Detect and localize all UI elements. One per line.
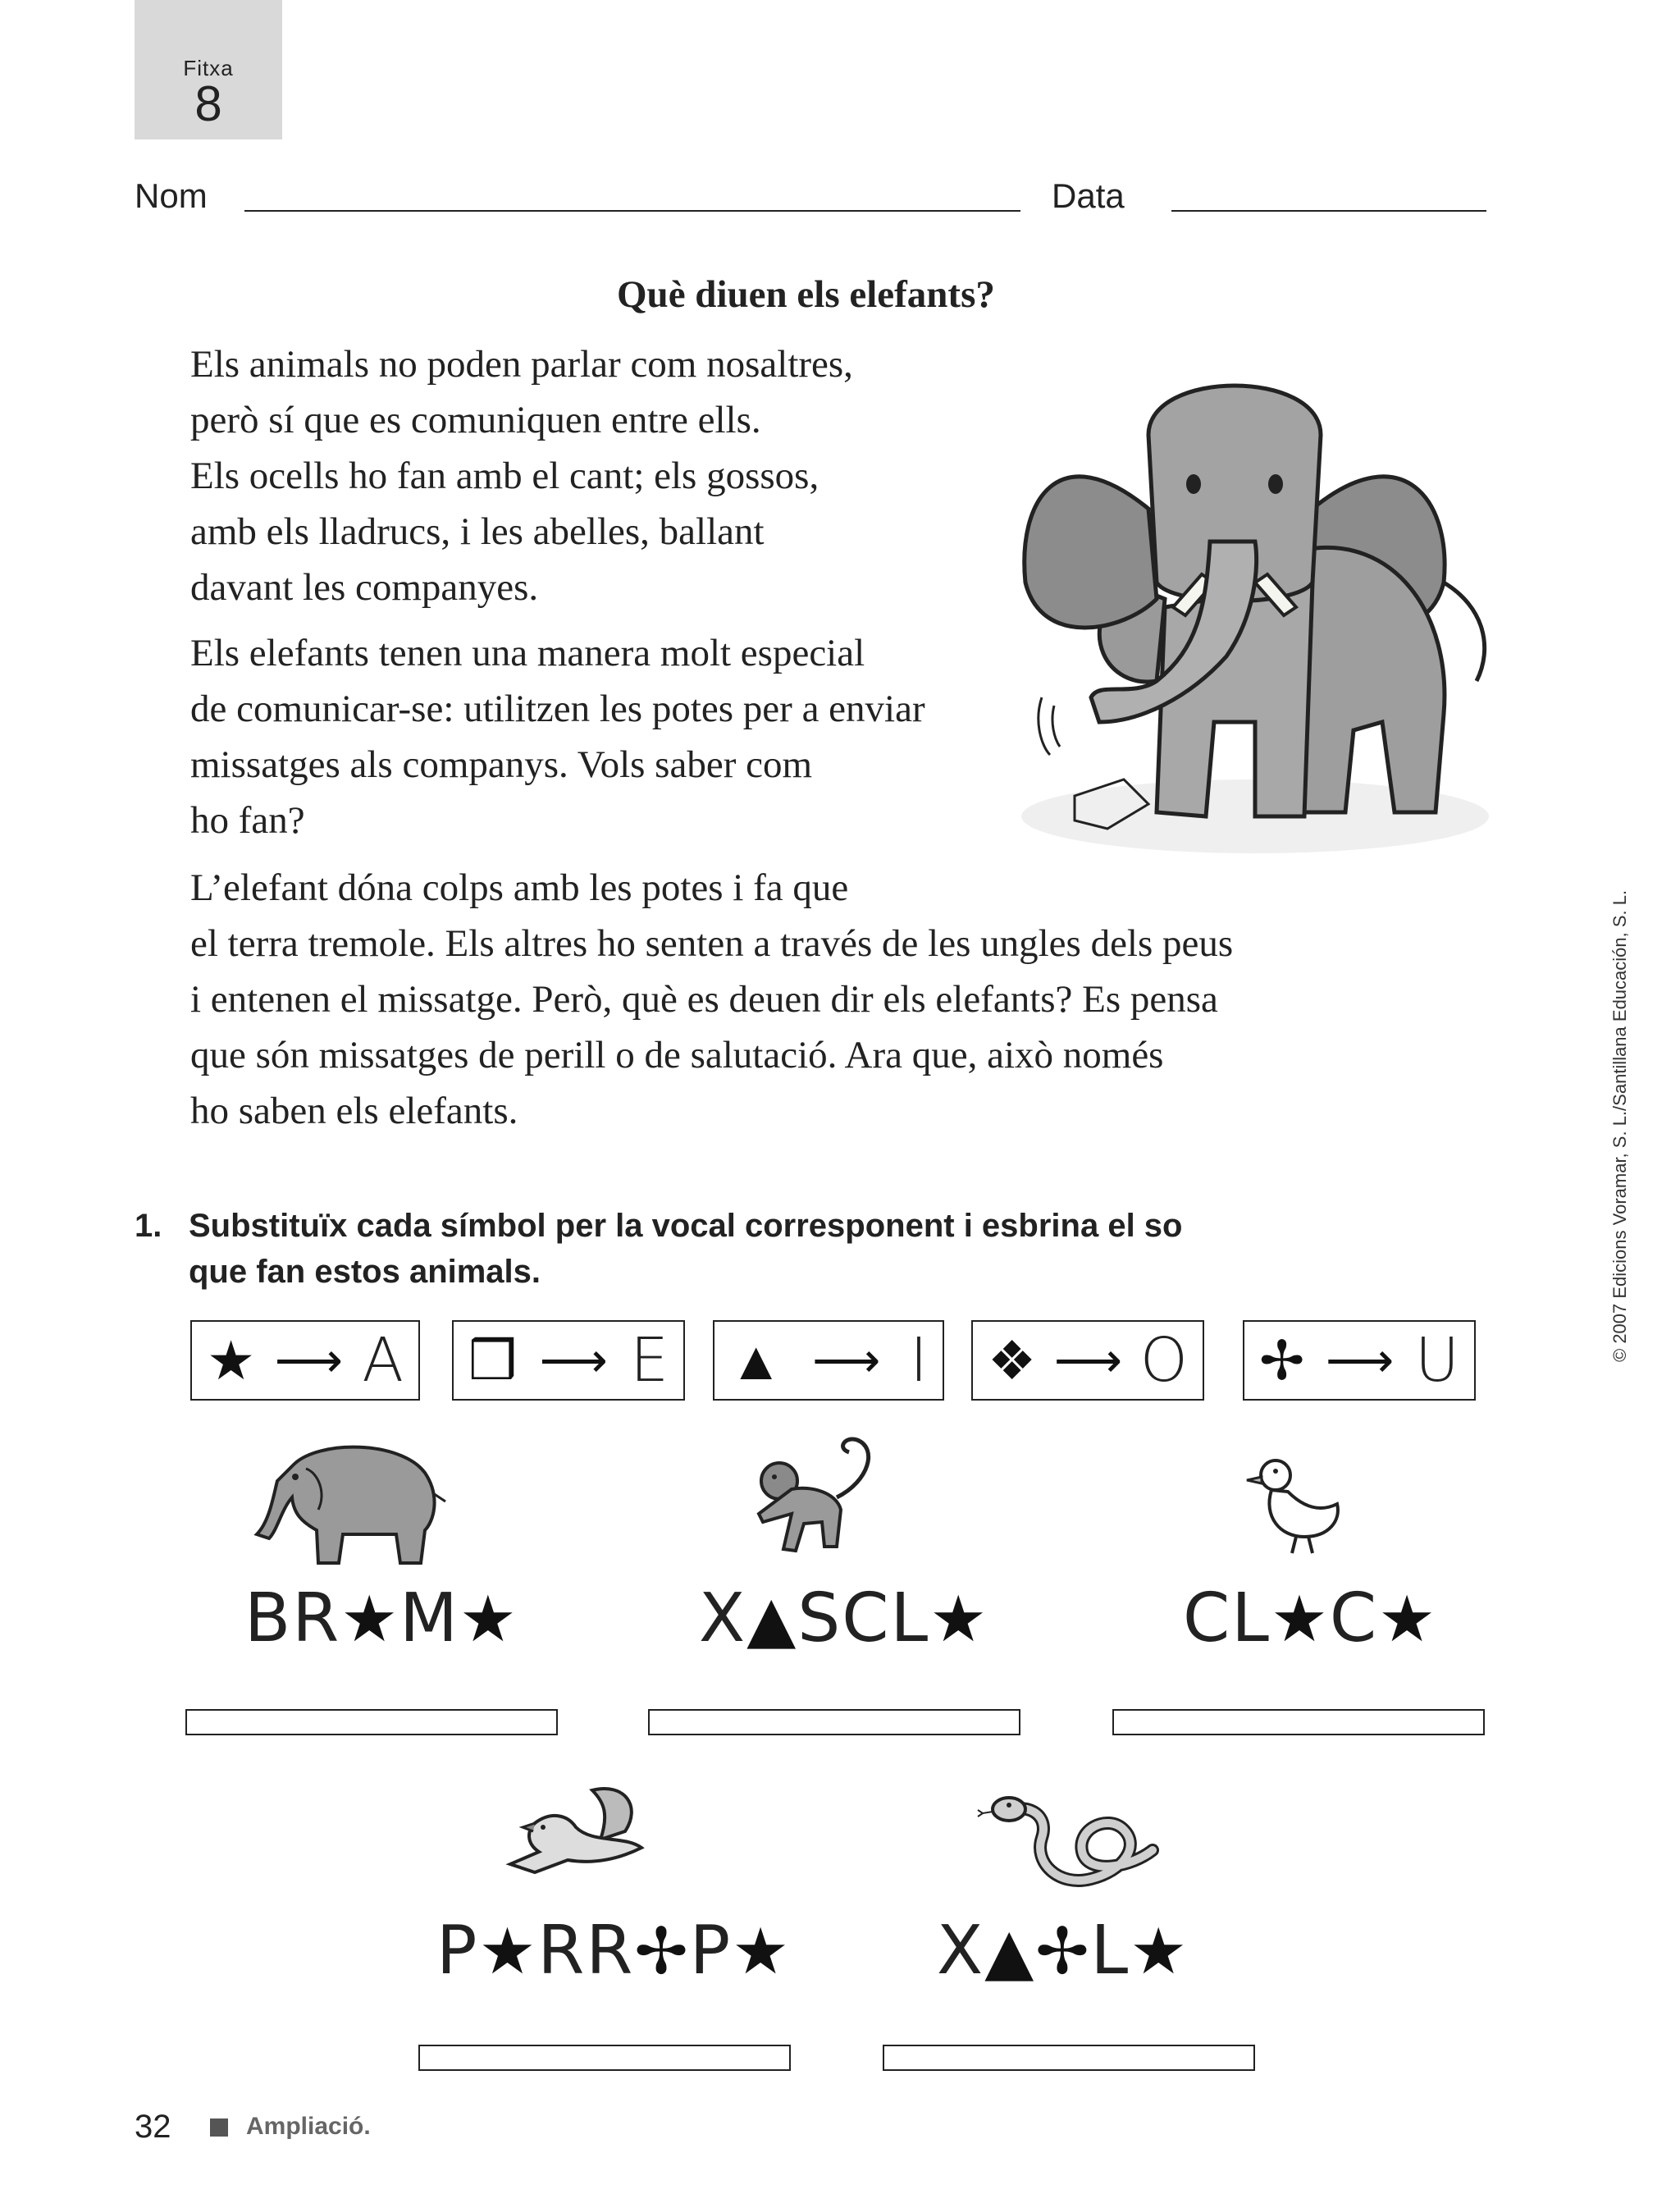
star-symbol-icon: ★ (478, 1915, 538, 1989)
key-letter: E (630, 1325, 669, 1396)
encoded-word-4 (436, 1912, 791, 1990)
answer-field-4[interactable] (418, 2045, 791, 2071)
exercise-number: 1. (135, 1208, 162, 1244)
word-letters: CL (1183, 1579, 1271, 1657)
text-line: el terra tremole. Els altres ho senten a través de les ungles dels peus (190, 922, 1234, 965)
text-line: L’elefant dóna colps amb les potes i fa que (190, 866, 849, 909)
word-letters: C (1329, 1579, 1379, 1657)
key-box-u (1243, 1320, 1476, 1401)
text-line: ho saben els elefants. (190, 1090, 518, 1132)
answer-field-1[interactable] (185, 1709, 558, 1735)
text-line: missatges als companys. Vols saber com (190, 743, 813, 786)
star-symbol-icon: ★ (207, 1330, 256, 1391)
arrow-icon: ⟶ (812, 1334, 881, 1387)
text-line: però sí que es comuniquen entre ells. (190, 399, 761, 441)
key-letter: I (910, 1325, 928, 1396)
text-line: Els animals no poden parlar com nosaltres, (190, 343, 853, 386)
answer-field-5[interactable] (883, 2045, 1255, 2071)
word-letters: X (699, 1579, 747, 1657)
exercise-instruction-line1: Substituïx cada símbol per la vocal corresponent i esbrina el so (189, 1208, 1183, 1244)
star-symbol-icon: ★ (1130, 1915, 1189, 1989)
triangle-symbol-icon: ▲ (984, 1915, 1036, 1989)
arrow-icon: ⟶ (539, 1334, 608, 1387)
word-letters: P (689, 1912, 733, 1990)
square-symbol-icon: ❒ (468, 1330, 518, 1391)
reading-paragraph-1 (190, 336, 853, 615)
encoded-word-1 (244, 1579, 518, 1657)
word-letters: L (1090, 1912, 1130, 1990)
word-letters: M (399, 1579, 459, 1657)
encoded-word-2 (699, 1579, 988, 1657)
cross-symbol-icon: ✢ (1035, 1915, 1091, 1989)
diamond-symbol-icon: ❖ (988, 1330, 1037, 1391)
word-letters: BR (244, 1579, 341, 1657)
elephant-icon (244, 1432, 450, 1567)
text-line: ho fan? (190, 799, 305, 842)
reading-paragraph-3 (190, 860, 1233, 1139)
copyright-notice: © 2007 Edicions Voramar, S. L./Santillana Educación, S. L. (1609, 889, 1630, 1362)
star-symbol-icon: ★ (732, 1915, 792, 1989)
word-letters: SCL (797, 1579, 930, 1657)
word-letters: RR (537, 1912, 635, 1990)
text-line: Els elefants tenen una manera molt especial (190, 632, 865, 674)
key-letter: A (362, 1325, 404, 1396)
cross-symbol-icon: ✢ (1259, 1330, 1305, 1391)
dove-icon (502, 1782, 666, 1889)
date-field[interactable] (1171, 210, 1486, 212)
text-line: davant les companyes. (190, 566, 539, 609)
date-label: Data (1052, 176, 1125, 215)
key-box-o (971, 1320, 1204, 1401)
star-symbol-icon: ★ (1378, 1583, 1438, 1657)
key-box-a (190, 1320, 420, 1401)
word-letters: P (436, 1912, 479, 1990)
triangle-symbol-icon: ▲ (746, 1583, 798, 1657)
reading-title: Què diuen els elefants? (617, 273, 995, 316)
footer-section-label: Ampliació. (246, 2113, 371, 2140)
arrow-icon: ⟶ (274, 1334, 343, 1387)
monkey-icon (746, 1432, 878, 1567)
star-symbol-icon: ★ (929, 1583, 989, 1657)
star-symbol-icon: ★ (1270, 1583, 1330, 1657)
text-line: amb els lladrucs, i les abelles, ballant (190, 510, 765, 553)
answer-field-3[interactable] (1112, 1709, 1485, 1735)
key-box-i (713, 1320, 944, 1401)
page-number: 32 (135, 2109, 171, 2145)
text-line: i entenen el missatge. Però, què es deuen dir els elefants? Es pensa (190, 978, 1218, 1021)
fitxa-number: 8 (194, 76, 222, 131)
reading-paragraph-2 (190, 625, 925, 848)
text-line: Els ocells ho fan amb el cant; els gossos, (190, 455, 819, 497)
star-symbol-icon: ★ (340, 1583, 400, 1657)
arrow-icon: ⟶ (1325, 1334, 1395, 1387)
text-line: que són missatges de perill o de salutació. Ara que, això només (190, 1034, 1164, 1076)
key-box-e (452, 1320, 685, 1401)
key-letter: U (1414, 1325, 1459, 1396)
arrow-icon: ⟶ (1053, 1334, 1123, 1387)
name-label: Nom (135, 176, 208, 215)
fitxa-tab (135, 0, 282, 139)
cross-symbol-icon: ✢ (634, 1915, 690, 1989)
encoded-word-5 (937, 1912, 1189, 1990)
footer-square-icon (210, 2118, 228, 2137)
elephant-illustration (1009, 336, 1493, 870)
word-letters: X (937, 1912, 985, 1990)
key-letter: O (1139, 1325, 1188, 1396)
triangle-symbol-icon: ▲ (729, 1330, 783, 1391)
star-symbol-icon: ★ (459, 1583, 518, 1657)
answer-field-2[interactable] (648, 1709, 1020, 1735)
snake-icon (976, 1789, 1165, 1899)
name-field[interactable] (244, 210, 1020, 212)
exercise-instruction-line2: que fan estos animals. (189, 1254, 541, 1290)
duck-icon (1239, 1451, 1345, 1557)
encoded-word-3 (1183, 1579, 1437, 1657)
text-line: de comunicar-se: utilitzen les potes per a enviar (190, 688, 925, 730)
fitxa-label: Fitxa (183, 56, 234, 80)
